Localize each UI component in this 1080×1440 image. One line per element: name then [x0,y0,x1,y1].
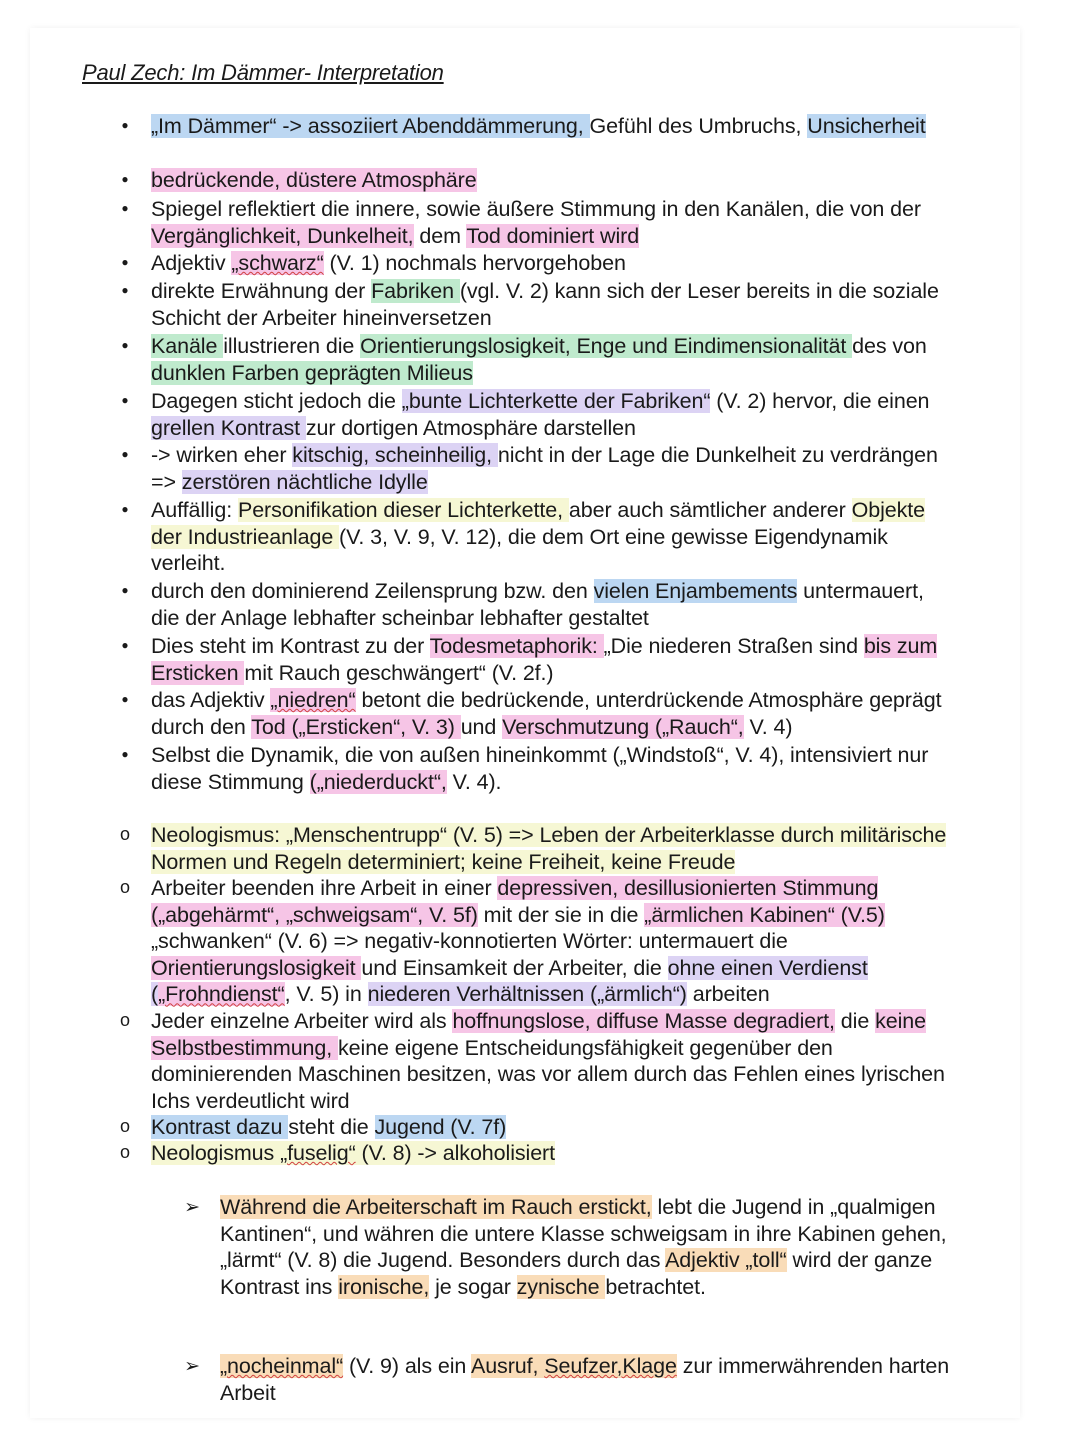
bullet-icon [115,196,135,225]
list-item: ● das Adjektiv „niedren“ betont die bedrückende, unterdrückende Atmosphäre geprägt durch den Tod („Ersticken“, V. 3) und Verschmutzung („Rauch“, V. 4) [151,687,951,740]
list-item: o Neologismus: „Menschentrupp“ (V. 5) => Leben der Arbeiterklasse durch militärische Normen und Regeln determiniert; keine Freiheit, keine Freude [151,822,951,875]
list-item: o Jeder einzelne Arbeiter wird als hoffnungslose, diffuse Masse degradiert, die keine Selbstbestimmung, keine eigene Entscheidungsfähigkeit gegenüber den dominierenden Maschinen besitzen, was vor allem durch das Fehlen eines lyrischen Ichs verdeutlicht wird [151,1008,951,1114]
circle-bullet-icon [115,1114,135,1141]
bullet-icon [115,742,135,771]
list-item: o Arbeiter beenden ihre Arbeit in einer depressiven, desillusionierten Stimmung („abgehärmt“, „schweigsam“, V. 5f) mit der sie in die „ärmlichen Kabinen“ (V.5) „schwanken“ (V. 6) => negativ-konnotierten Wörter: untermauert die Orientierungslosigkeit und Einsamkeit der Arbeiter, die ohne einen Verdienst („Frohndienst“, V. 5) in niederen Verhältnissen („ärmlich“) arbeiten [151,875,951,1008]
list-item: ● -> wirken eher kitschig, scheinheilig, nicht in der Lage die Dunkelheit zu verdrängen => zerstören nächtliche Idylle [151,442,951,495]
bullet-icon [115,687,135,716]
list-item: ● Adjektiv „schwarz“ (V. 1) nochmals hervorgehoben [151,250,951,277]
arrow-bullet-icon [182,1194,202,1222]
list-item: ● direkte Erwähnung der Fabriken (vgl. V. 2) kann sich der Leser bereits in die soziale Schicht der Arbeiter hineinversetzen [151,278,951,331]
list-item: ● Selbst die Dynamik, die von außen hineinkommt („Windstoß“, V. 4), intensiviert nur diese Stimmung („niederduckt“, V. 4). [151,742,951,795]
arrow-bullet-icon [182,1353,202,1381]
bullet-icon [115,278,135,307]
list-item: ● Dies steht im Kontrast zu der Todesmetaphorik: „Die niederen Straßen sind bis zum Ersticken mit Rauch geschwängert“ (V. 2f.) [151,633,951,686]
list-item: ➢ Während die Arbeiterschaft im Rauch erstickt, lebt die Jugend in „qualmigen Kantinen“, und währen die untere Klasse schweigsam in ihre Kabinen gehen, „lärmt“ (V. 8) die Jugend. Besonders durch das Adjektiv „toll“ wird der ganze Kontrast ins ironische, je sogar zynische betrachtet. [220,1194,960,1300]
bullet-icon [115,333,135,362]
bullet-icon [115,442,135,471]
bullet-icon [115,578,135,607]
list-item: ● Auffällig: Personifikation dieser Lichterkette, aber auch sämtlicher anderer Objekte der Industrieanlage (V. 3, V. 9, V. 12), die dem Ort eine gewisse Eigendynamik verleiht. [151,497,951,577]
bullet-icon [115,113,135,142]
list-item: ● Spiegel reflektiert die innere, sowie äußere Stimmung in den Kanälen, die von der Vergänglichkeit, Dunkelheit, dem Tod dominiert wird [151,196,951,249]
list-item: ● bedrückende, düstere Atmosphäre [151,167,951,194]
circle-bullet-icon [115,1008,135,1035]
list-item: o Neologismus „fuselig“ (V. 8) -> alkoholisiert [151,1140,951,1167]
circle-bullet-icon [115,822,135,849]
list-item: ● Kanäle illustrieren die Orientierungslosigkeit, Enge und Eindimensionalität des von dunklen Farben geprägten Milieus [151,333,951,386]
bullet-icon [115,250,135,279]
circle-bullet-icon [115,875,135,902]
page-title: Paul Zech: Im Dämmer- Interpretation [82,60,444,85]
list-item: ● durch den dominierend Zeilensprung bzw. den vielen Enjambements untermauert, die der Anlage lebhafter scheinbar lebhafter gestaltet [151,578,951,631]
bullet-icon [115,633,135,662]
list-item: ● „Im Dämmer“ -> assoziiert Abenddämmerung, Gefühl des Umbruchs, Unsicherheit [151,113,951,140]
list-item: o Kontrast dazu steht die Jugend (V. 7f) [151,1114,951,1141]
bullet-icon [115,167,135,196]
bullet-icon [115,497,135,526]
circle-bullet-icon [115,1140,135,1167]
list-item: ● Dagegen sticht jedoch die „bunte Lichterkette der Fabriken“ (V. 2) hervor, die einen grellen Kontrast zur dortigen Atmosphäre darstellen [151,388,951,441]
bullet-icon [115,388,135,417]
list-item: ➢ „nocheinmal“ (V. 9) als ein Ausruf, Seufzer,Klage zur immerwährenden harten Arbeit [220,1353,960,1406]
